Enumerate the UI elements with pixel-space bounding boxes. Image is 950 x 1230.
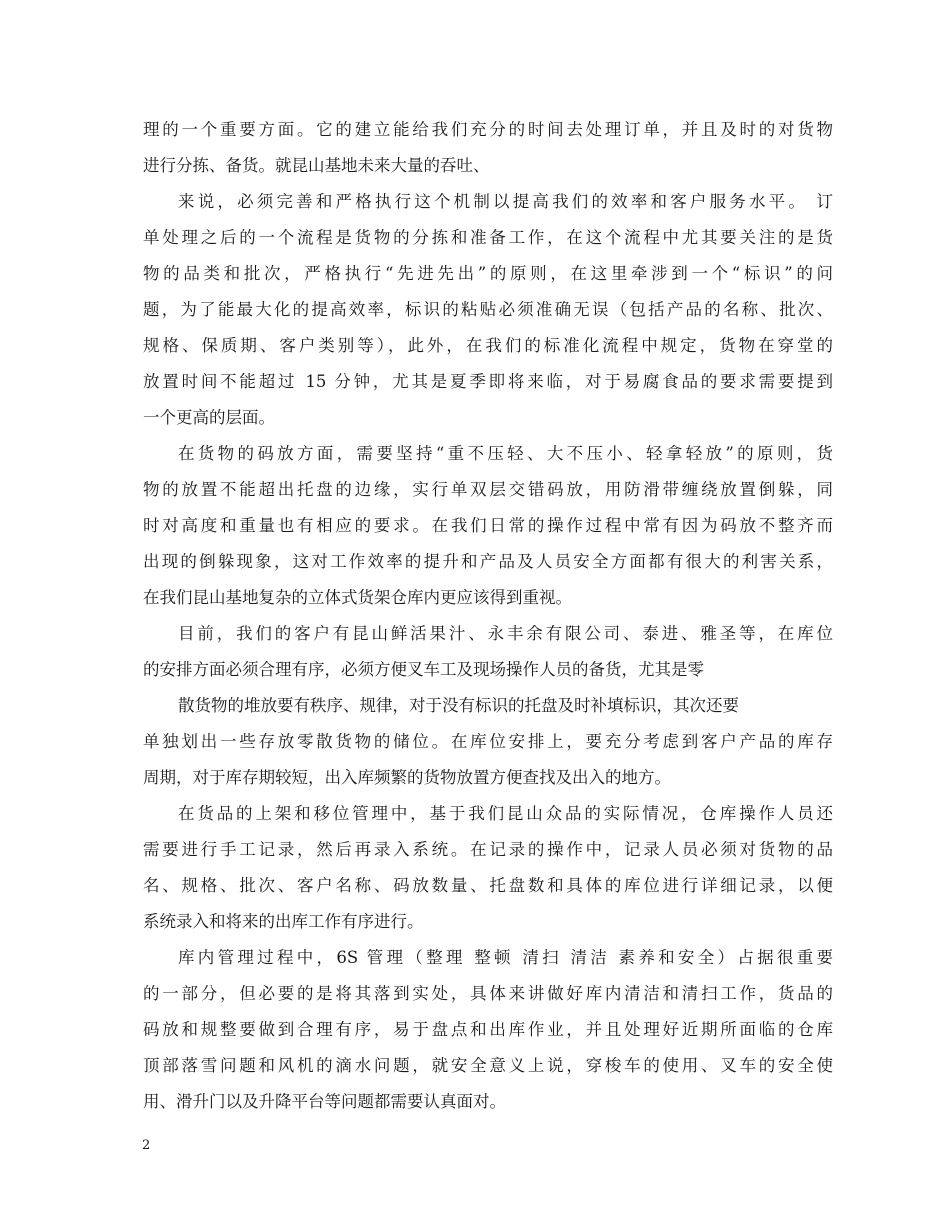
text-line: 系统录入和将来的出库工作有序进行。 [143,912,424,931]
text-line: 散货物的堆放要有秩序、规律，对于没有标识的托盘及时补填标识，其次还要 [178,696,739,715]
text-line: 顶部落雪问题和风机的滴水问题，就安全意义上说，穿梭车的使用、叉车的安全使 [143,1056,833,1075]
text-line: 物的放置不能超出托盘的边缘，实行单双层交错码放，用防滑带缠绕放置倒躲，同 [143,480,833,499]
text-line: 时对高度和重量也有相应的要求。在我们日常的操作过程中常有因为码放不整齐而 [143,516,833,535]
text-line: 名、规格、批次、客户名称、码放数量、托盘数和具体的库位进行详细记录，以便 [143,876,833,895]
text-line: 单独划出一些存放零散货物的储位。在库位安排上，要充分考虑到客户产品的库存 [143,732,833,751]
text-line: 进行分拣、备货。就昆山基地未来大量的吞吐、 [143,156,490,175]
text-line: 用、滑升门以及升降平台等问题都需要认真面对。 [143,1092,506,1111]
text-line: 一个更高的层面。 [143,408,275,427]
text-line: 周期，对于库存期较短，出入库频繁的货物放置方便查找及出入的地方。 [143,768,671,787]
text-line: 的一部分，但必要的是将其落到实处，具体来讲做好库内清洁和清扫工作，货品的 [143,984,833,1003]
text-line: 题，为了能最大化的提高效率，标识的粘贴必须准确无误（包括产品的名称、批次、 [143,300,833,319]
text-line: 来说，必须完善和严格执行这个机制以提高我们的效率和客户服务水平。 订 [178,192,833,211]
page-number: 2 [142,1138,151,1153]
text-line: 物的品类和批次，严格执行“先进先出”的原则，在这里牵涉到一个“标识”的问 [143,264,833,283]
text-line: 码放和规整要做到合理有序，易于盘点和出库作业，并且处理好近期所面临的仓库 [143,1020,833,1039]
text-line: 的安排方面必须合理有序，必须方便叉车工及现场操作人员的备货，尤其是零 [143,660,704,679]
text-line: 库内管理过程中，6S 管理（整理 整顿 清扫 清洁 素养和安全）占据很重要 [178,948,833,967]
text-line: 目前，我们的客户有昆山鲜活果汁、永丰余有限公司、泰进、雅圣等，在库位 [178,624,833,643]
text-line: 需要进行手工记录，然后再录入系统。在记录的操作中，记录人员必须对货物的品 [143,840,833,859]
text-line: 在我们昆山基地复杂的立体式货架仓库内更应该得到重视。 [143,588,572,607]
text-line: 理的一个重要方面。它的建立能给我们充分的时间去处理订单，并且及时的对货物 [143,120,833,139]
text-line: 规格、保质期、客户类别等），此外，在我们的标准化流程中规定，货物在穿堂的 [143,336,833,355]
text-line: 放置时间不能超过 15 分钟，尤其是夏季即将来临，对于易腐食品的要求需要提到 [143,372,833,391]
text-line: 出现的倒躲现象，这对工作效率的提升和产品及人员安全方面都有很大的利害关系， [143,552,833,571]
text-line: 在货品的上架和移位管理中，基于我们昆山众品的实际情况，仓库操作人员还 [178,804,833,823]
text-line: 在货物的码放方面，需要坚持“重不压轻、大不压小、轻拿轻放”的原则，货 [178,444,833,463]
text-line: 单处理之后的一个流程是货物的分拣和准备工作，在这个流程中尤其要关注的是货 [143,228,833,247]
